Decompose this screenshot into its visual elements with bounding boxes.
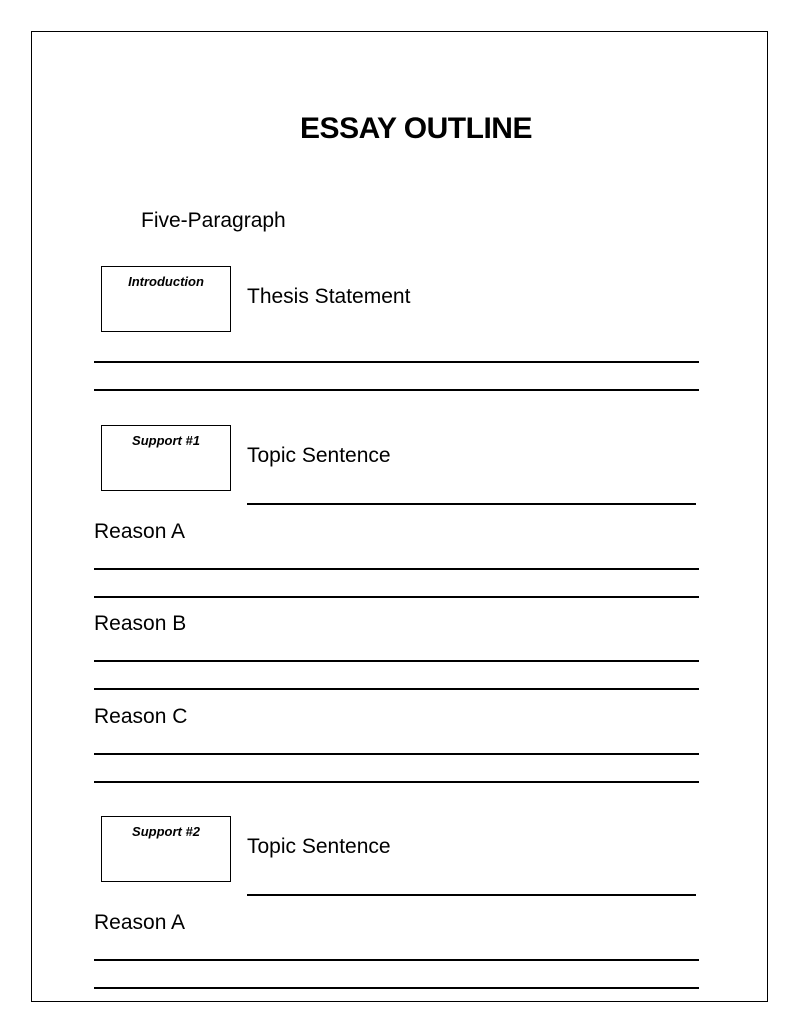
- document-subtitle: Five-Paragraph: [141, 209, 286, 232]
- support2-box: Support #2: [101, 816, 231, 882]
- support1-reason-a-line[interactable]: [94, 568, 699, 570]
- support2-reason-a-label: Reason A: [94, 911, 186, 934]
- support1-reason-c-line[interactable]: [94, 753, 699, 755]
- support2-topic-sentence-label: Topic Sentence: [247, 835, 391, 858]
- thesis-writing-line[interactable]: [94, 389, 699, 391]
- support1-reason-b-line[interactable]: [94, 660, 699, 662]
- support1-topic-sentence-label: Topic Sentence: [247, 444, 391, 467]
- support2-topic-sentence-line[interactable]: [247, 894, 696, 896]
- support1-box: Support #1: [101, 425, 231, 491]
- support1-reason-c-label: Reason C: [94, 705, 188, 728]
- support2-reason-a-line[interactable]: [94, 987, 699, 989]
- introduction-box: Introduction: [101, 266, 231, 332]
- thesis-statement-label: Thesis Statement: [247, 285, 411, 308]
- support1-reason-b-line[interactable]: [94, 688, 699, 690]
- support1-reason-b-label: Reason B: [94, 612, 187, 635]
- support1-reason-a-label: Reason A: [94, 520, 186, 543]
- support2-reason-a-line[interactable]: [94, 959, 699, 961]
- support1-reason-c-line[interactable]: [94, 781, 699, 783]
- support1-reason-a-line[interactable]: [94, 596, 699, 598]
- support1-topic-sentence-line[interactable]: [247, 503, 696, 505]
- thesis-writing-line[interactable]: [94, 361, 699, 363]
- document-title: ESSAY OUTLINE: [300, 112, 532, 145]
